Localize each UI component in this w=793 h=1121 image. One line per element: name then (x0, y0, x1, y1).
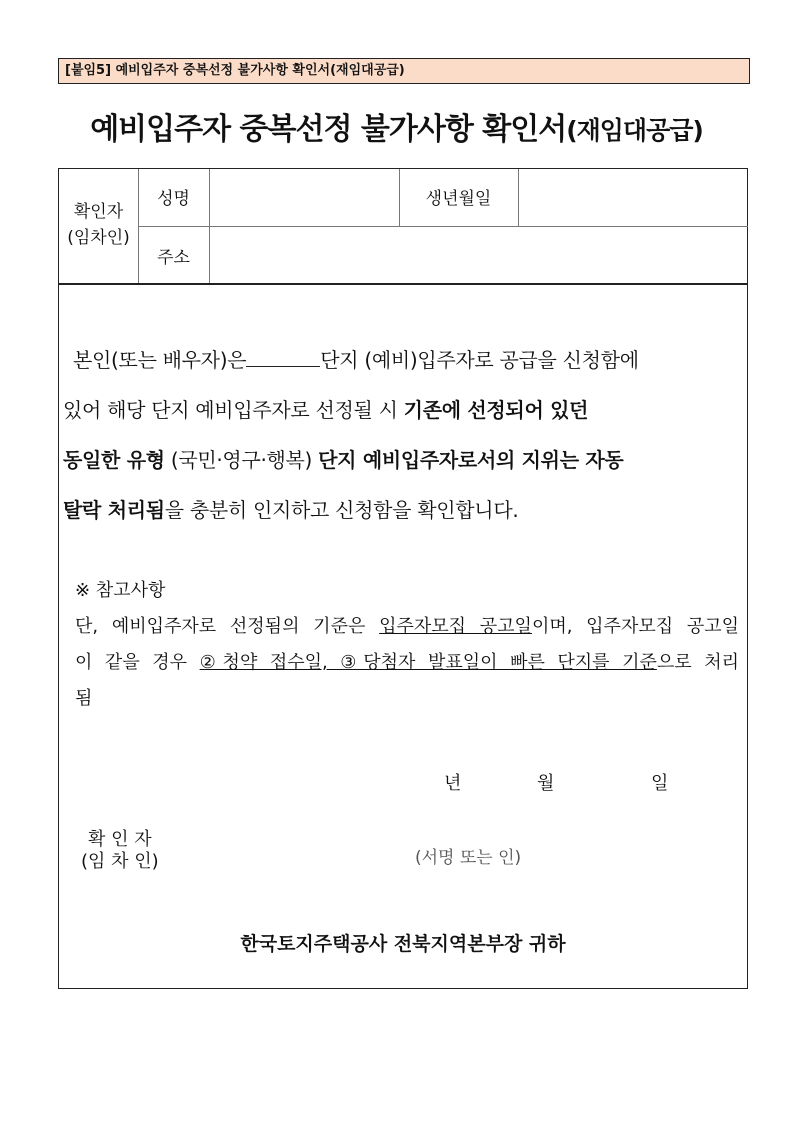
note-heading: ※ 참고사항 (75, 580, 166, 601)
applicant-table (59, 169, 747, 285)
birth-label: 생년월일 (425, 189, 492, 209)
declaration-l1a: 본인(또는 배우자)은 (73, 348, 247, 372)
note-l2a: 이 같을 경우 (75, 652, 200, 673)
addressee: 한국토지주택공사 전북지역본부장 귀하 (240, 933, 566, 955)
declaration-l2b: 기존에 선정되어 있던 (403, 398, 589, 422)
note-l2b: 으로 처리 (656, 652, 740, 673)
signature-field[interactable]: (서명 또는 인) (415, 848, 522, 868)
declaration-l4a: 탈락 처리됨 (63, 498, 165, 522)
address-label: 주소 (157, 248, 190, 268)
declaration-l1b: 단지 (예비)입주자로 공급을 신청함에 (320, 348, 639, 372)
signature-label-2: (임 차 인) (81, 851, 159, 872)
date-year[interactable]: 년 (444, 773, 462, 794)
note-line-1 (75, 609, 739, 645)
declaration-line-4 (63, 485, 743, 535)
title-sub: (재임대공급) (566, 116, 703, 145)
name-label: 성명 (157, 189, 190, 209)
declaration-line-2 (63, 385, 743, 435)
note-l1a: 단, 예비입주자로 선정됨의 기준은 (75, 616, 380, 637)
note-l1b: 이며, 입주자모집 공고일 (531, 616, 740, 637)
declaration-l4b: 을 충분히 인지하고 신청함을 확인합니다. (164, 498, 519, 522)
confirmer-label-2: (임차인) (67, 228, 130, 248)
declaration-l2a: 있어 해당 단지 예비입주자로 선정될 시 (63, 398, 404, 422)
date-day[interactable]: 일 (651, 773, 669, 794)
title-main: 예비입주자 중복선정 불가사항 확인서 (90, 112, 567, 147)
declaration-line-3 (63, 435, 743, 485)
confirmer-label (59, 199, 138, 251)
confirmer-label-1: 확인자 (73, 202, 124, 222)
signature-label (81, 829, 159, 873)
page-title (0, 108, 793, 153)
reference-note (75, 573, 739, 717)
birth-field[interactable] (519, 171, 747, 224)
note-line-2 (75, 645, 739, 681)
declaration-text (63, 335, 743, 535)
form-frame (58, 168, 748, 989)
declaration-line-1 (63, 335, 743, 385)
declaration-l3c: 단지 예비입주자로서의 지위는 자동 (318, 448, 624, 472)
declaration-l3a: 동일한 유형 (63, 448, 165, 472)
complex-blank[interactable] (246, 346, 320, 367)
note-l1u: 입주자모집 공고일 (379, 616, 532, 637)
address-field[interactable] (210, 228, 747, 282)
date-month[interactable]: 월 (537, 773, 555, 794)
name-field[interactable] (210, 171, 398, 224)
note-l2u: ②청약 접수일, ③당첨자 발표일이 빠른 단지를 기준 (199, 652, 657, 673)
declaration-l3b: (국민·영구·행복) (164, 448, 319, 472)
signature-label-1: 확 인 자 (88, 829, 152, 850)
attachment-tag: [붙임5] 예비입주자 중복선정 불가사항 확인서(재임대공급) (58, 58, 750, 84)
note-line-3: 됨 (75, 688, 93, 709)
